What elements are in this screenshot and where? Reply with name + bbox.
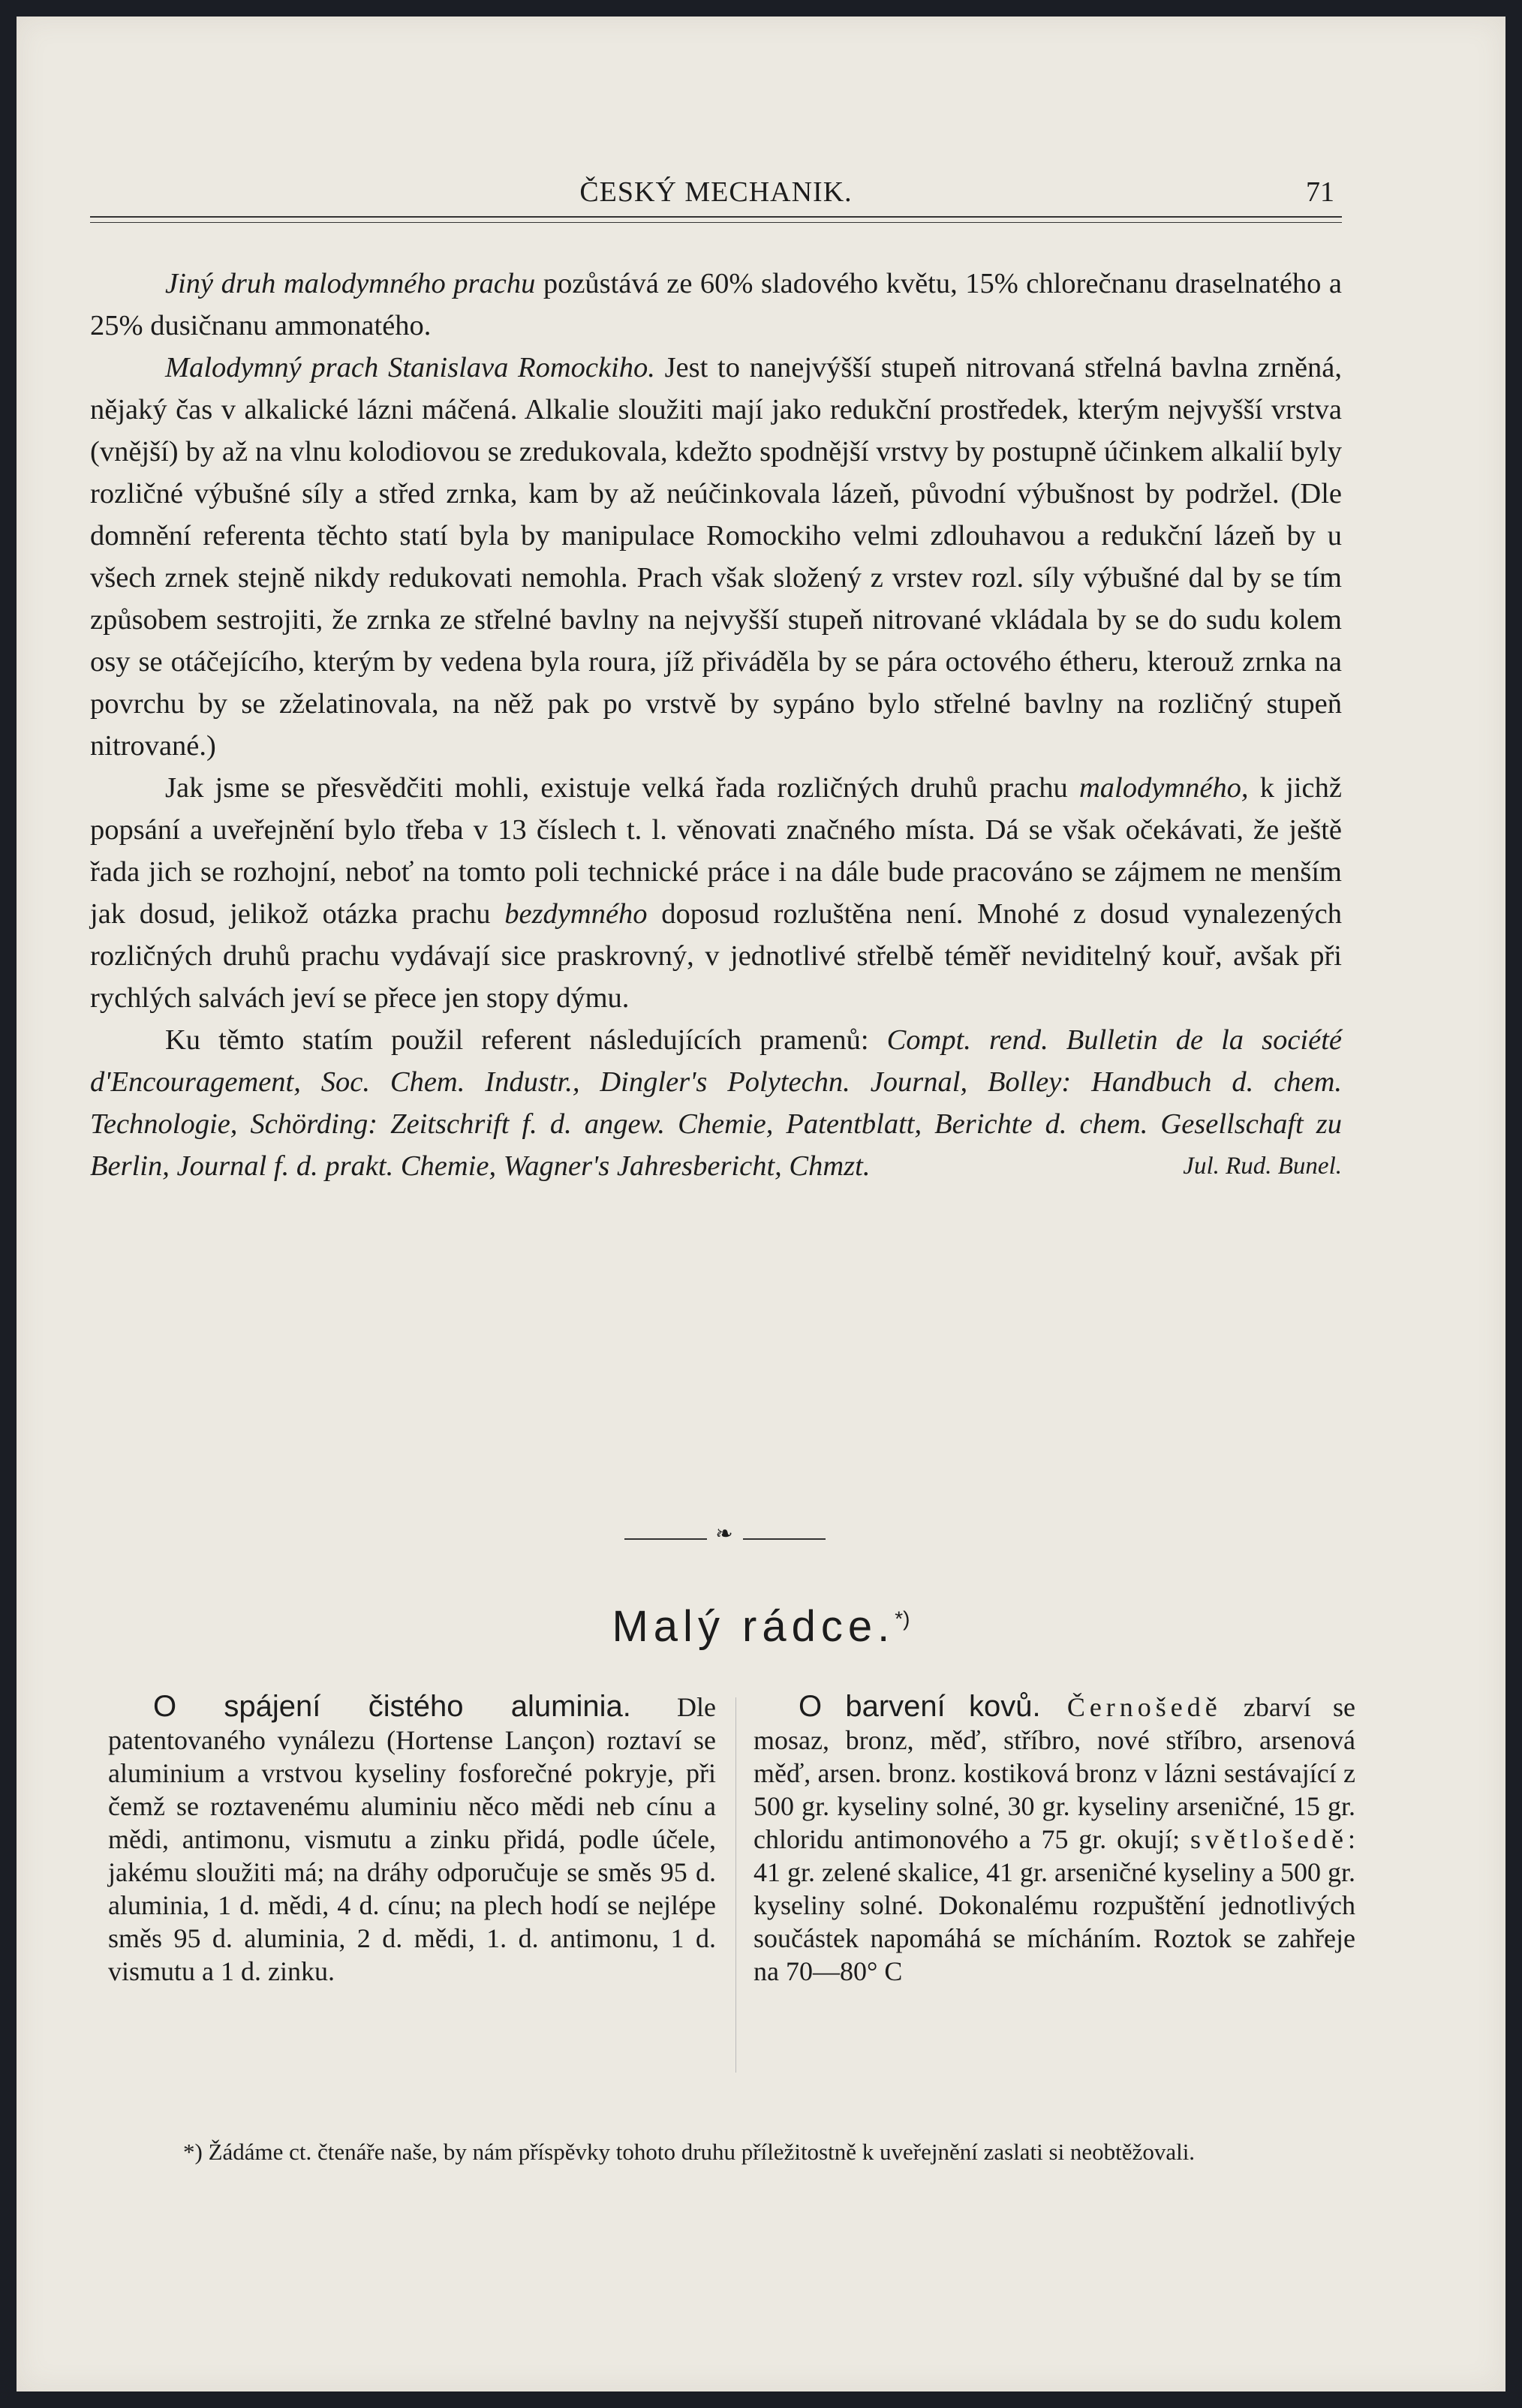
column-divider bbox=[735, 1697, 736, 2073]
sources-intro: Ku těmto statím použil referent následujících pramenů: bbox=[165, 1024, 887, 1056]
section-footnote-mark: *) bbox=[895, 1607, 910, 1631]
paragraph-3-text-a: Jak jsme se přesvědčiti mohli, existuje velká řada rozličných druhů prachu bbox=[165, 772, 1079, 804]
paragraph-2-lead: Malodymný prach Stanislava Romockiho. bbox=[165, 352, 655, 383]
footnote-mark: *) bbox=[183, 2139, 203, 2165]
header-rule bbox=[90, 216, 1342, 218]
paragraph-3-term-1: malodymného, bbox=[1078, 772, 1249, 804]
right-column bbox=[753, 1690, 1355, 1988]
footnote bbox=[183, 2136, 1355, 2168]
paragraph-3-term-2: bezdymného bbox=[504, 898, 648, 930]
aluminium-soldering-item bbox=[108, 1690, 716, 1988]
aluminium-heading: O spájení čistého aluminia. bbox=[153, 1690, 631, 1723]
metal-coloring-item bbox=[753, 1690, 1355, 1988]
left-column bbox=[108, 1690, 716, 1988]
paragraph-1-lead: Jiný druh malodymného prachu bbox=[165, 268, 536, 299]
sources-list: Compt. rend. Bulletin de la société d'Encouragement, Soc. Chem. Industr., Dingler's Polytechn. Journal, Bolley: Handbuch d. chem. Technologie, Schörding: Zeitschrift f. d. angew. Chemie, Patentblatt, Berichte d. chem. Gesellschaft zu Berlin, Journal f. d. prakt. Chemie, Wagner's Jahresbericht, Chmzt. bbox=[90, 1024, 1342, 1182]
article-body bbox=[90, 263, 1342, 1195]
light-gray-term: světlošedě bbox=[1190, 1824, 1348, 1854]
paragraph-3 bbox=[90, 767, 1342, 1019]
paragraph-2 bbox=[90, 347, 1342, 767]
metal-coloring-text-2: : 41 gr. zelené skalice, 41 gr. arseničné kyseliny a 500 gr. kyseliny solné. Dokonalému rozpuštění jednotlivých součástek napomáhá se mícháním. Roztok se zahřeje na 70—80° C bbox=[753, 1824, 1355, 1986]
section-divider bbox=[624, 1523, 826, 1548]
fleuron-icon: ❧ bbox=[715, 1523, 733, 1546]
divider-line-right bbox=[743, 1538, 826, 1540]
page-header bbox=[90, 176, 1342, 221]
paragraph-2-text: Jest to nanejvýšší stupeň nitrovaná střelná bavlna zrněná, nějaký čas v alkalické lázni máčená. Alkalie sloužiti mají jako redukční prostředek, kterým nejvyšší vrstva (vnější) by až na vlnu kolodiovou se zredukovala, kdežto spodnější vrstvy by postupně účinkem alkalií byly rozličné výbušné síly a střed zrnka, kam by až neúčinkovala lázeň, původní výbušnost by podržel. (Dle domnění referenta těchto statí byla by manipulace Romockiho velmi zdlouhavou a redukční lázeň by u všech zrnek stejně nikdy redukovati nemohla. Prach však složený z vrstev rozl. síly výbušné dal by se tím způsobem sestrojiti, že zrnka ze střelné bavlny na nejvyšší stupeň nitrované vkládala by se do sudu kolem osy se otáčejícího, kterým by vedena byla roura, jíž přiváděla by se pára octového étheru, kterouž zrnka na povrchu by se zželatinovala, na něž pak po vrstvě by sypáno bylo střelné bavlny na rozličný stupeň nitrované.) bbox=[90, 352, 1342, 762]
metal-coloring-heading: O barvení kovů. bbox=[799, 1690, 1041, 1723]
running-title: ČESKÝ MECHANIK. bbox=[579, 176, 853, 208]
paragraph-1 bbox=[90, 263, 1342, 347]
section-title bbox=[17, 1601, 1505, 1652]
header-rule-thin bbox=[90, 222, 1342, 223]
author-signature: Jul. Rud. Bunel. bbox=[1183, 1153, 1342, 1180]
metal-coloring-text-1: zbarví se mosaz, bronz, měď, stříbro, nové stříbro, arsenová měď, arsen. bronz. kostiková bronz v lázni sestávající z 500 gr. kyseliny solné, 30 gr. kyseliny arseničné, 15 gr. chloridu antimonového a 75 gr. okují; bbox=[753, 1692, 1355, 1854]
document-page bbox=[17, 17, 1505, 2391]
paragraph-3-text-c: doposud rozluštěna není. Mnohé z dosud vynalezených rozličných druhů prachu vydávají sice praskrovný, v jednotlivé střelbě téměř neviditelný kouř, avšak při rychlých salvách jeví se přece jen stopy dýmu. bbox=[90, 898, 1342, 1014]
aluminium-text: Dle patentovaného vynálezu (Hortense Lançon) roztaví se aluminium a vrstvou kyseliny fosforečné pokryje, při čemž se roztavenému aluminiu něco mědi neb cínu a mědi, antimonu, vismutu a zinku přidá, podle účele, jakému sloužiti má; na dráhy odporučuje se směs 95 d. aluminia, 1 d. mědi, 4 d. cínu; na plech hodí se nejlépe směs 95 d. aluminia, 2 d. mědi, 1. d. antimonu, 1 d. vismutu a 1 d. zinku. bbox=[108, 1692, 716, 1986]
section-title-text: Malý rádce. bbox=[612, 1602, 895, 1651]
page-number: 71 bbox=[1306, 176, 1334, 208]
paragraph-sources bbox=[90, 1019, 1342, 1187]
paragraph-1-text: pozůstává ze 60% sladového květu, 15% chlorečnanu draselnatého a 25% dusičnanu ammonatého. bbox=[90, 268, 1342, 341]
divider-line-left bbox=[624, 1538, 707, 1540]
black-gray-term: Černošedě bbox=[1040, 1692, 1222, 1722]
paragraph-3-text-b: k jichž popsání a uveřejnění bylo třeba v 13 číslech t. l. věnovati značného místa. Dá se však očekávati, že ještě řada jich se rozhojní, neboť na tomto poli technické práce i na dále bude pracováno se zájmem ne menším jak dosud, jelikož otázka prachu bbox=[90, 772, 1342, 930]
footnote-text: Žádáme ct. čtenáře naše, by nám příspěvky tohoto druhu příležitostně k uveřejnění zaslati si neobtěžovali. bbox=[202, 2139, 1196, 2165]
